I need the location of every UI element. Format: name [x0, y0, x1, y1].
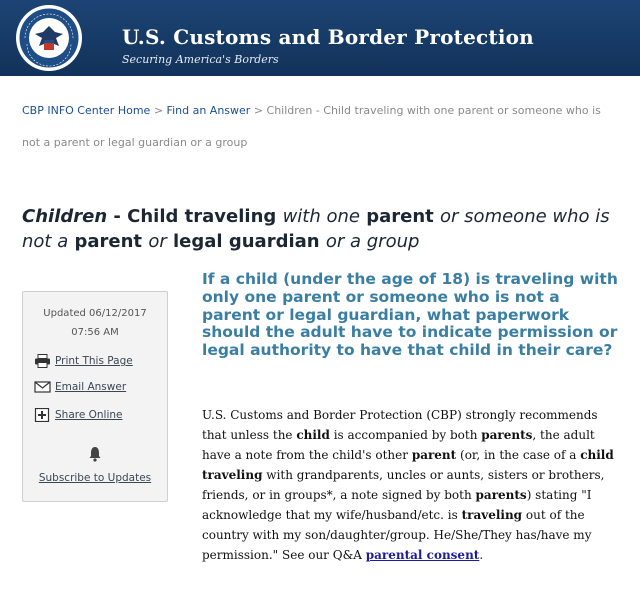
email-answer-label: Email Answer: [55, 381, 127, 393]
title-part: - Child traveling: [107, 206, 283, 227]
title-part: or: [148, 231, 167, 252]
answer-text: out of the country with my son/daughter/group. He/She/They has/have my permission." See our Q&A: [202, 508, 592, 562]
updated-time: 07:56 AM: [71, 327, 119, 338]
title-part: parent: [359, 206, 441, 227]
answer-keyword: parent: [411, 448, 457, 462]
answer-text: with grandparents, uncles or aunts, sisters or brothers, friends, or in groups*, a note signed by both: [202, 468, 605, 502]
breadcrumb-find-link[interactable]: Find an Answer: [166, 104, 251, 117]
parental-consent-link[interactable]: parental consent: [365, 548, 480, 562]
title-part: Children: [22, 206, 108, 227]
title-part: with one: [282, 206, 360, 227]
updated-date: Updated 06/12/2017: [43, 308, 147, 319]
breadcrumb-separator: >: [253, 104, 264, 117]
answer-text: is accompanied by both: [329, 428, 482, 442]
title-part: parent: [68, 231, 149, 252]
answer-text: ) stating "I acknowledge that my wife/husband/etc. is: [202, 488, 592, 522]
site-header: [0, 0, 640, 76]
breadcrumb: [22, 95, 622, 159]
envelope-icon: [34, 380, 51, 394]
answer-text: U.S. Customs and Border Protection (CBP) strongly recommends that unless the: [202, 408, 598, 442]
answer-keyword: child: [296, 428, 330, 442]
breadcrumb-current: Children - Child traveling with one parent or someone who is not a parent or legal guardian or a group: [22, 104, 601, 149]
question-heading: If a child (under the age of 18) is traveling with only one parent or someone who is not a parent or legal guardian, what paperwork should the adult have to indicate permission or legal authority to have that child in their care?: [202, 270, 618, 360]
answer-text: (or, in the case of a: [456, 448, 581, 462]
site-tagline: Securing America's Borders: [122, 53, 279, 66]
answer-keyword: traveling: [461, 508, 523, 522]
answer-keyword: child traveling: [202, 448, 614, 482]
answer-keyword: parents: [481, 428, 533, 442]
share-online-label: Share Online: [55, 409, 123, 421]
site-title[interactable]: U.S. Customs and Border Protection: [122, 25, 534, 49]
answer-text: , the adult have a note from the child's other: [202, 428, 595, 462]
subscribe-link[interactable]: [23, 446, 167, 484]
title-part: or someone who is not a: [22, 206, 610, 252]
dhs-seal-icon[interactable]: [15, 4, 83, 72]
subscribe-label: Subscribe to Updates: [38, 472, 152, 484]
email-answer-link[interactable]: [34, 380, 126, 394]
bell-icon: [88, 446, 102, 462]
answer-tools-sidebar: [22, 291, 168, 502]
share-online-link[interactable]: [34, 408, 123, 422]
printer-icon: [34, 354, 51, 368]
updated-info: [23, 304, 167, 342]
title-part: or a group: [325, 231, 420, 252]
answer-body: [202, 405, 622, 565]
share-plus-icon: [34, 408, 51, 422]
answer-keyword: parents: [475, 488, 527, 502]
print-page-link[interactable]: [34, 354, 133, 368]
breadcrumb-home-link[interactable]: CBP INFO Center Home: [22, 104, 151, 117]
breadcrumb-separator: >: [153, 104, 164, 117]
title-part: legal guardian: [166, 231, 326, 252]
page-title: [22, 204, 622, 254]
answer-text: .: [479, 548, 484, 562]
print-page-label: Print This Page: [55, 355, 133, 367]
